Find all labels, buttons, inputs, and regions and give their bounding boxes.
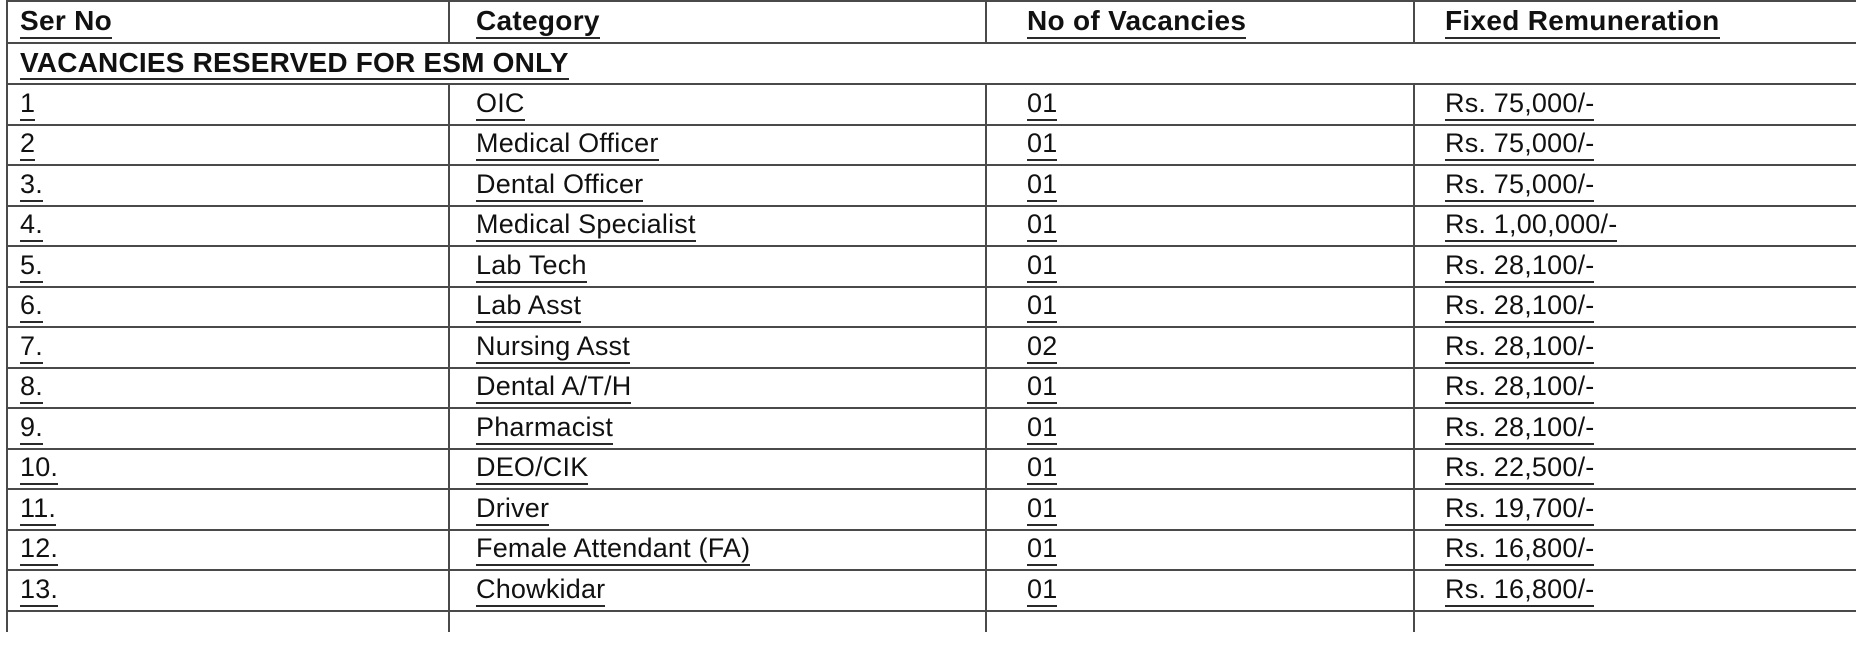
ser-no-cell-text: 6.	[20, 291, 43, 323]
remuneration-cell	[1414, 125, 1856, 166]
ser-no-cell	[7, 287, 449, 328]
header-ser-no	[7, 1, 449, 43]
remuneration-cell	[1414, 449, 1856, 490]
vacancies-cell-text: 01	[1027, 170, 1057, 202]
category-cell	[449, 84, 986, 125]
category-cell-text: OIC	[476, 89, 525, 121]
header-category-label: Category	[476, 6, 600, 39]
table-row	[7, 489, 1856, 530]
empty-cell	[449, 611, 986, 632]
remuneration-cell-text: Rs. 1,00,000/-	[1445, 210, 1617, 242]
ser-no-cell	[7, 165, 449, 206]
remuneration-cell	[1414, 408, 1856, 449]
remuneration-cell	[1414, 489, 1856, 530]
vacancies-cell-text: 01	[1027, 453, 1057, 485]
category-cell	[449, 449, 986, 490]
remuneration-cell	[1414, 368, 1856, 409]
category-cell-text: DEO/CIK	[476, 453, 588, 485]
remuneration-cell-text: Rs. 16,800/-	[1445, 575, 1594, 607]
remuneration-cell-text: Rs. 75,000/-	[1445, 170, 1594, 202]
ser-no-cell-text: 12.	[20, 534, 58, 566]
category-cell	[449, 287, 986, 328]
vacancies-cell	[986, 368, 1414, 409]
category-cell-text: Lab Asst	[476, 291, 581, 323]
remuneration-cell	[1414, 84, 1856, 125]
ser-no-cell-text: 13.	[20, 575, 58, 607]
ser-no-cell-text: 4.	[20, 210, 43, 242]
vacancies-cell	[986, 530, 1414, 571]
category-cell	[449, 530, 986, 571]
table-row	[7, 84, 1856, 125]
vacancies-cell	[986, 125, 1414, 166]
table-row	[7, 165, 1856, 206]
ser-no-cell	[7, 84, 449, 125]
ser-no-cell	[7, 408, 449, 449]
table-row	[7, 125, 1856, 166]
category-cell	[449, 408, 986, 449]
category-cell-text: Nursing Asst	[476, 332, 630, 364]
table-row	[7, 368, 1856, 409]
vacancies-cell-text: 01	[1027, 372, 1057, 404]
remuneration-cell	[1414, 327, 1856, 368]
vacancies-cell-text: 01	[1027, 129, 1057, 161]
ser-no-cell	[7, 570, 449, 611]
header-vacancies-label: No of Vacancies	[1027, 6, 1246, 39]
remuneration-cell-text: Rs. 22,500/-	[1445, 453, 1594, 485]
remuneration-cell-text: Rs. 28,100/-	[1445, 332, 1594, 364]
vacancies-cell	[986, 327, 1414, 368]
ser-no-cell	[7, 246, 449, 287]
ser-no-cell-text: 10.	[20, 453, 58, 485]
remuneration-cell	[1414, 246, 1856, 287]
vacancies-cell-text: 01	[1027, 251, 1057, 283]
category-cell	[449, 206, 986, 247]
category-cell	[449, 246, 986, 287]
header-remuneration	[1414, 1, 1856, 43]
vacancies-cell	[986, 408, 1414, 449]
table-row	[7, 246, 1856, 287]
section-row	[7, 43, 1856, 84]
ser-no-cell	[7, 368, 449, 409]
remuneration-cell-text: Rs. 28,100/-	[1445, 251, 1594, 283]
category-cell-text: Dental Officer	[476, 170, 643, 202]
vacancies-cell-text: 01	[1027, 534, 1057, 566]
ser-no-cell-text: 9.	[20, 413, 43, 445]
ser-no-cell	[7, 206, 449, 247]
table-row	[7, 408, 1856, 449]
category-cell	[449, 125, 986, 166]
section-title	[7, 43, 1856, 84]
vacancies-cell-text: 01	[1027, 291, 1057, 323]
remuneration-cell	[1414, 287, 1856, 328]
category-cell	[449, 489, 986, 530]
table-row	[7, 206, 1856, 247]
remuneration-cell-text: Rs. 19,700/-	[1445, 494, 1594, 526]
category-cell	[449, 368, 986, 409]
table-row	[7, 530, 1856, 571]
remuneration-cell-text: Rs. 16,800/-	[1445, 534, 1594, 566]
vacancies-cell	[986, 287, 1414, 328]
empty-cell	[986, 611, 1414, 632]
ser-no-cell-text: 2	[20, 129, 35, 161]
vacancies-cell	[986, 570, 1414, 611]
ser-no-cell	[7, 125, 449, 166]
vacancies-cell	[986, 489, 1414, 530]
ser-no-cell	[7, 489, 449, 530]
remuneration-cell	[1414, 570, 1856, 611]
vacancies-cell-text: 01	[1027, 494, 1057, 526]
vacancies-cell	[986, 206, 1414, 247]
ser-no-cell	[7, 327, 449, 368]
category-cell-text: Medical Officer	[476, 129, 659, 161]
header-remuneration-label: Fixed Remuneration	[1445, 6, 1720, 39]
vacancies-cell	[986, 165, 1414, 206]
remuneration-cell-text: Rs. 28,100/-	[1445, 372, 1594, 404]
remuneration-cell-text: Rs. 28,100/-	[1445, 413, 1594, 445]
remuneration-cell	[1414, 165, 1856, 206]
category-cell-text: Chowkidar	[476, 575, 605, 607]
category-cell-text: Pharmacist	[476, 413, 613, 445]
ser-no-cell-text: 7.	[20, 332, 43, 364]
header-vacancies	[986, 1, 1414, 43]
vacancy-document	[6, 0, 1856, 646]
remuneration-cell-text: Rs. 75,000/-	[1445, 129, 1594, 161]
vacancies-cell	[986, 449, 1414, 490]
table-row	[7, 287, 1856, 328]
category-cell-text: Dental A/T/H	[476, 372, 631, 404]
vacancies-cell-text: 01	[1027, 89, 1057, 121]
ser-no-cell-text: 8.	[20, 372, 43, 404]
remuneration-cell	[1414, 530, 1856, 571]
vacancy-table	[6, 0, 1856, 632]
remuneration-cell-text: Rs. 75,000/-	[1445, 89, 1594, 121]
remuneration-cell-text: Rs. 28,100/-	[1445, 291, 1594, 323]
empty-cell	[7, 611, 449, 632]
vacancies-cell-text: 01	[1027, 575, 1057, 607]
category-cell-text: Lab Tech	[476, 251, 587, 283]
table-row	[7, 570, 1856, 611]
table-header-row	[7, 1, 1856, 43]
vacancies-cell-text: 02	[1027, 332, 1057, 364]
category-cell-text: Female Attendant (FA)	[476, 534, 750, 566]
vacancies-cell	[986, 84, 1414, 125]
vacancies-cell-text: 01	[1027, 413, 1057, 445]
ser-no-cell	[7, 449, 449, 490]
category-cell-text: Driver	[476, 494, 549, 526]
ser-no-cell-text: 1	[20, 89, 35, 121]
ser-no-cell-text: 11.	[20, 494, 56, 526]
table-row	[7, 449, 1856, 490]
ser-no-cell	[7, 530, 449, 571]
vacancies-cell	[986, 246, 1414, 287]
header-ser-no-label: Ser No	[20, 6, 112, 39]
empty-cell	[1414, 611, 1856, 632]
ser-no-cell-text: 3.	[20, 170, 43, 202]
remuneration-cell	[1414, 206, 1856, 247]
category-cell	[449, 165, 986, 206]
category-cell	[449, 570, 986, 611]
section-title-label: VACANCIES RESERVED FOR ESM ONLY	[20, 48, 569, 81]
category-cell-text: Medical Specialist	[476, 210, 696, 242]
ser-no-cell-text: 5.	[20, 251, 43, 283]
vacancies-cell-text: 01	[1027, 210, 1057, 242]
category-cell	[449, 327, 986, 368]
header-category	[449, 1, 986, 43]
table-row-partial	[7, 611, 1856, 632]
table-row	[7, 327, 1856, 368]
